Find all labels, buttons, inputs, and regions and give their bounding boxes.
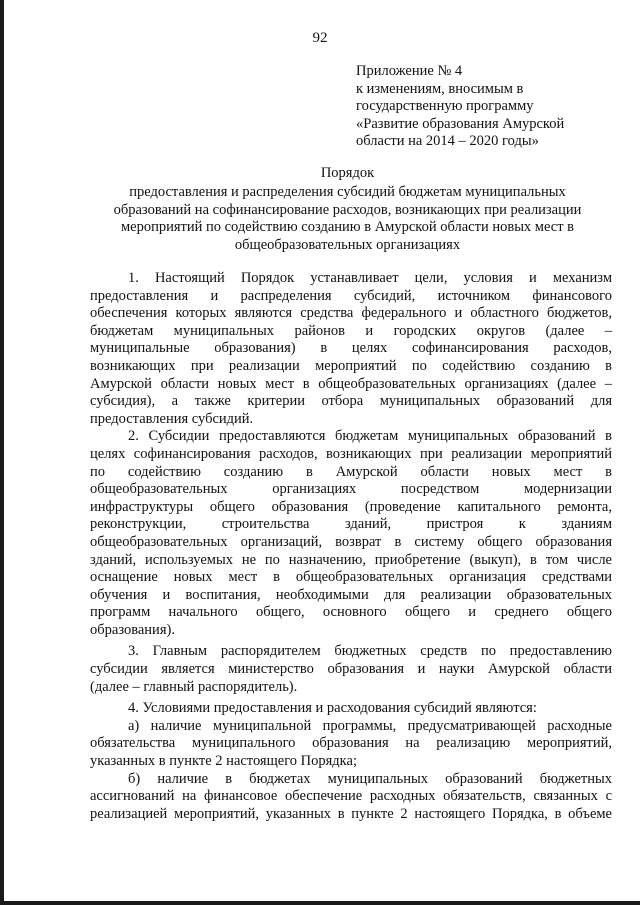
- text-line: муниципальные образования) в целях софинансирования расходов,: [90, 340, 612, 357]
- text-line: (далее – главный распорядитель).: [90, 678, 298, 695]
- text-line: по содействию созданию в Амурской области новых мест в: [90, 463, 612, 480]
- text-line: Амурской области новых мест в общеобразовательных организациях (далее –: [90, 375, 612, 392]
- text-line: возникающих при реализации мероприятий по содействию созданию в: [90, 357, 612, 374]
- page-number: 92: [312, 30, 328, 46]
- appendix-block: [356, 63, 626, 151]
- text-line: обеспечения которых являются средства федерального и областного бюджетов,: [90, 305, 612, 322]
- text-line: реконструкции, строительства зданий, пристроя к зданиям: [90, 516, 612, 533]
- paragraph-4b: [90, 771, 612, 824]
- text-line: целях софинансирования расходов, возникающих при реализации мероприятий: [90, 445, 612, 462]
- text-line: предоставления и распределения субсидий, источником финансового: [90, 287, 612, 304]
- text-line: инфраструктуры общего образования (проведение капитального ремонта,: [90, 498, 612, 515]
- text-line: программ начального общего, основного общего и среднего общего: [90, 604, 612, 621]
- subtitle-line: мероприятий по содействию созданию в Амурской области новых мест в: [120, 219, 575, 236]
- paragraph-4: [90, 700, 612, 718]
- text-line: зданий, используемых не по назначению, приобретение (выкуп), в том числе: [90, 551, 612, 568]
- document-body: [90, 266, 612, 823]
- subtitle-line: образований на софинансирование расходов, возникающих при реализации: [113, 201, 582, 218]
- subtitle-line: предоставления и распределения субсидий бюджетам муниципальных: [129, 184, 566, 200]
- subtitle-line: общеобразовательных организациях: [234, 236, 461, 253]
- text-line: а) наличие муниципальной программы, предусматривающей расходные: [128, 717, 612, 734]
- text-line: предоставления субсидий.: [90, 410, 254, 427]
- text-line: 2. Субсидии предоставляются бюджетам муниципальных образований в: [128, 428, 612, 445]
- text-line: оснащение новых мест в общеобразовательных организация средствами: [90, 569, 612, 586]
- appendix-line: государственную программу: [356, 98, 534, 115]
- text-line: 3. Главным распорядителем бюджетных средств по предоставлению: [128, 643, 612, 660]
- text-line: образования).: [90, 621, 175, 638]
- text-line: общеобразовательных организациях посредством модернизации: [90, 481, 612, 498]
- paragraph-2: [90, 428, 612, 639]
- text-line: обучения и воспитания, необходимыми для реализации образовательных: [90, 586, 612, 603]
- paragraph-3: [90, 643, 612, 696]
- text-line: указанных в пункте 2 настоящего Порядка;: [90, 753, 357, 770]
- text-line: обязательства муниципального образования на реализацию мероприятий,: [90, 735, 612, 752]
- text-line: бюджетам муниципальных районов и городских округов (далее –: [90, 322, 612, 339]
- text-line: 4. Условиями предоставления и расходования субсидий являются:: [128, 700, 537, 717]
- appendix-line: Приложение № 4: [356, 63, 463, 79]
- text-line: субсидии является министерство образования и науки Амурской области: [90, 661, 612, 678]
- text-line: реализацией мероприятий, указанных в пункте 2 настоящего Порядка, в объеме: [90, 805, 612, 822]
- document-subtitle: [60, 184, 635, 254]
- text-line: б) наличие в бюджетах муниципальных образований бюджетных: [128, 770, 612, 787]
- text-line: общеобразовательных организаций, возврат в систему общего образования: [90, 533, 612, 550]
- appendix-line: области на 2014 – 2020 годы»: [356, 133, 539, 150]
- document-title: Порядок: [320, 165, 375, 181]
- paragraph-4a: [90, 718, 612, 771]
- appendix-line: «Развитие образования Амурской: [356, 115, 565, 132]
- text-line: ассигнований на финансовое обеспечение расходных обязательств, связанных с: [90, 788, 612, 805]
- paragraph-1: [90, 270, 612, 428]
- appendix-line: к изменениям, вносимым в: [356, 80, 524, 97]
- text-line: субсидия), а также критерии отбора муниципальных образований для: [90, 393, 612, 410]
- text-line: 1. Настоящий Порядок устанавливает цели, условия и механизм: [128, 270, 612, 286]
